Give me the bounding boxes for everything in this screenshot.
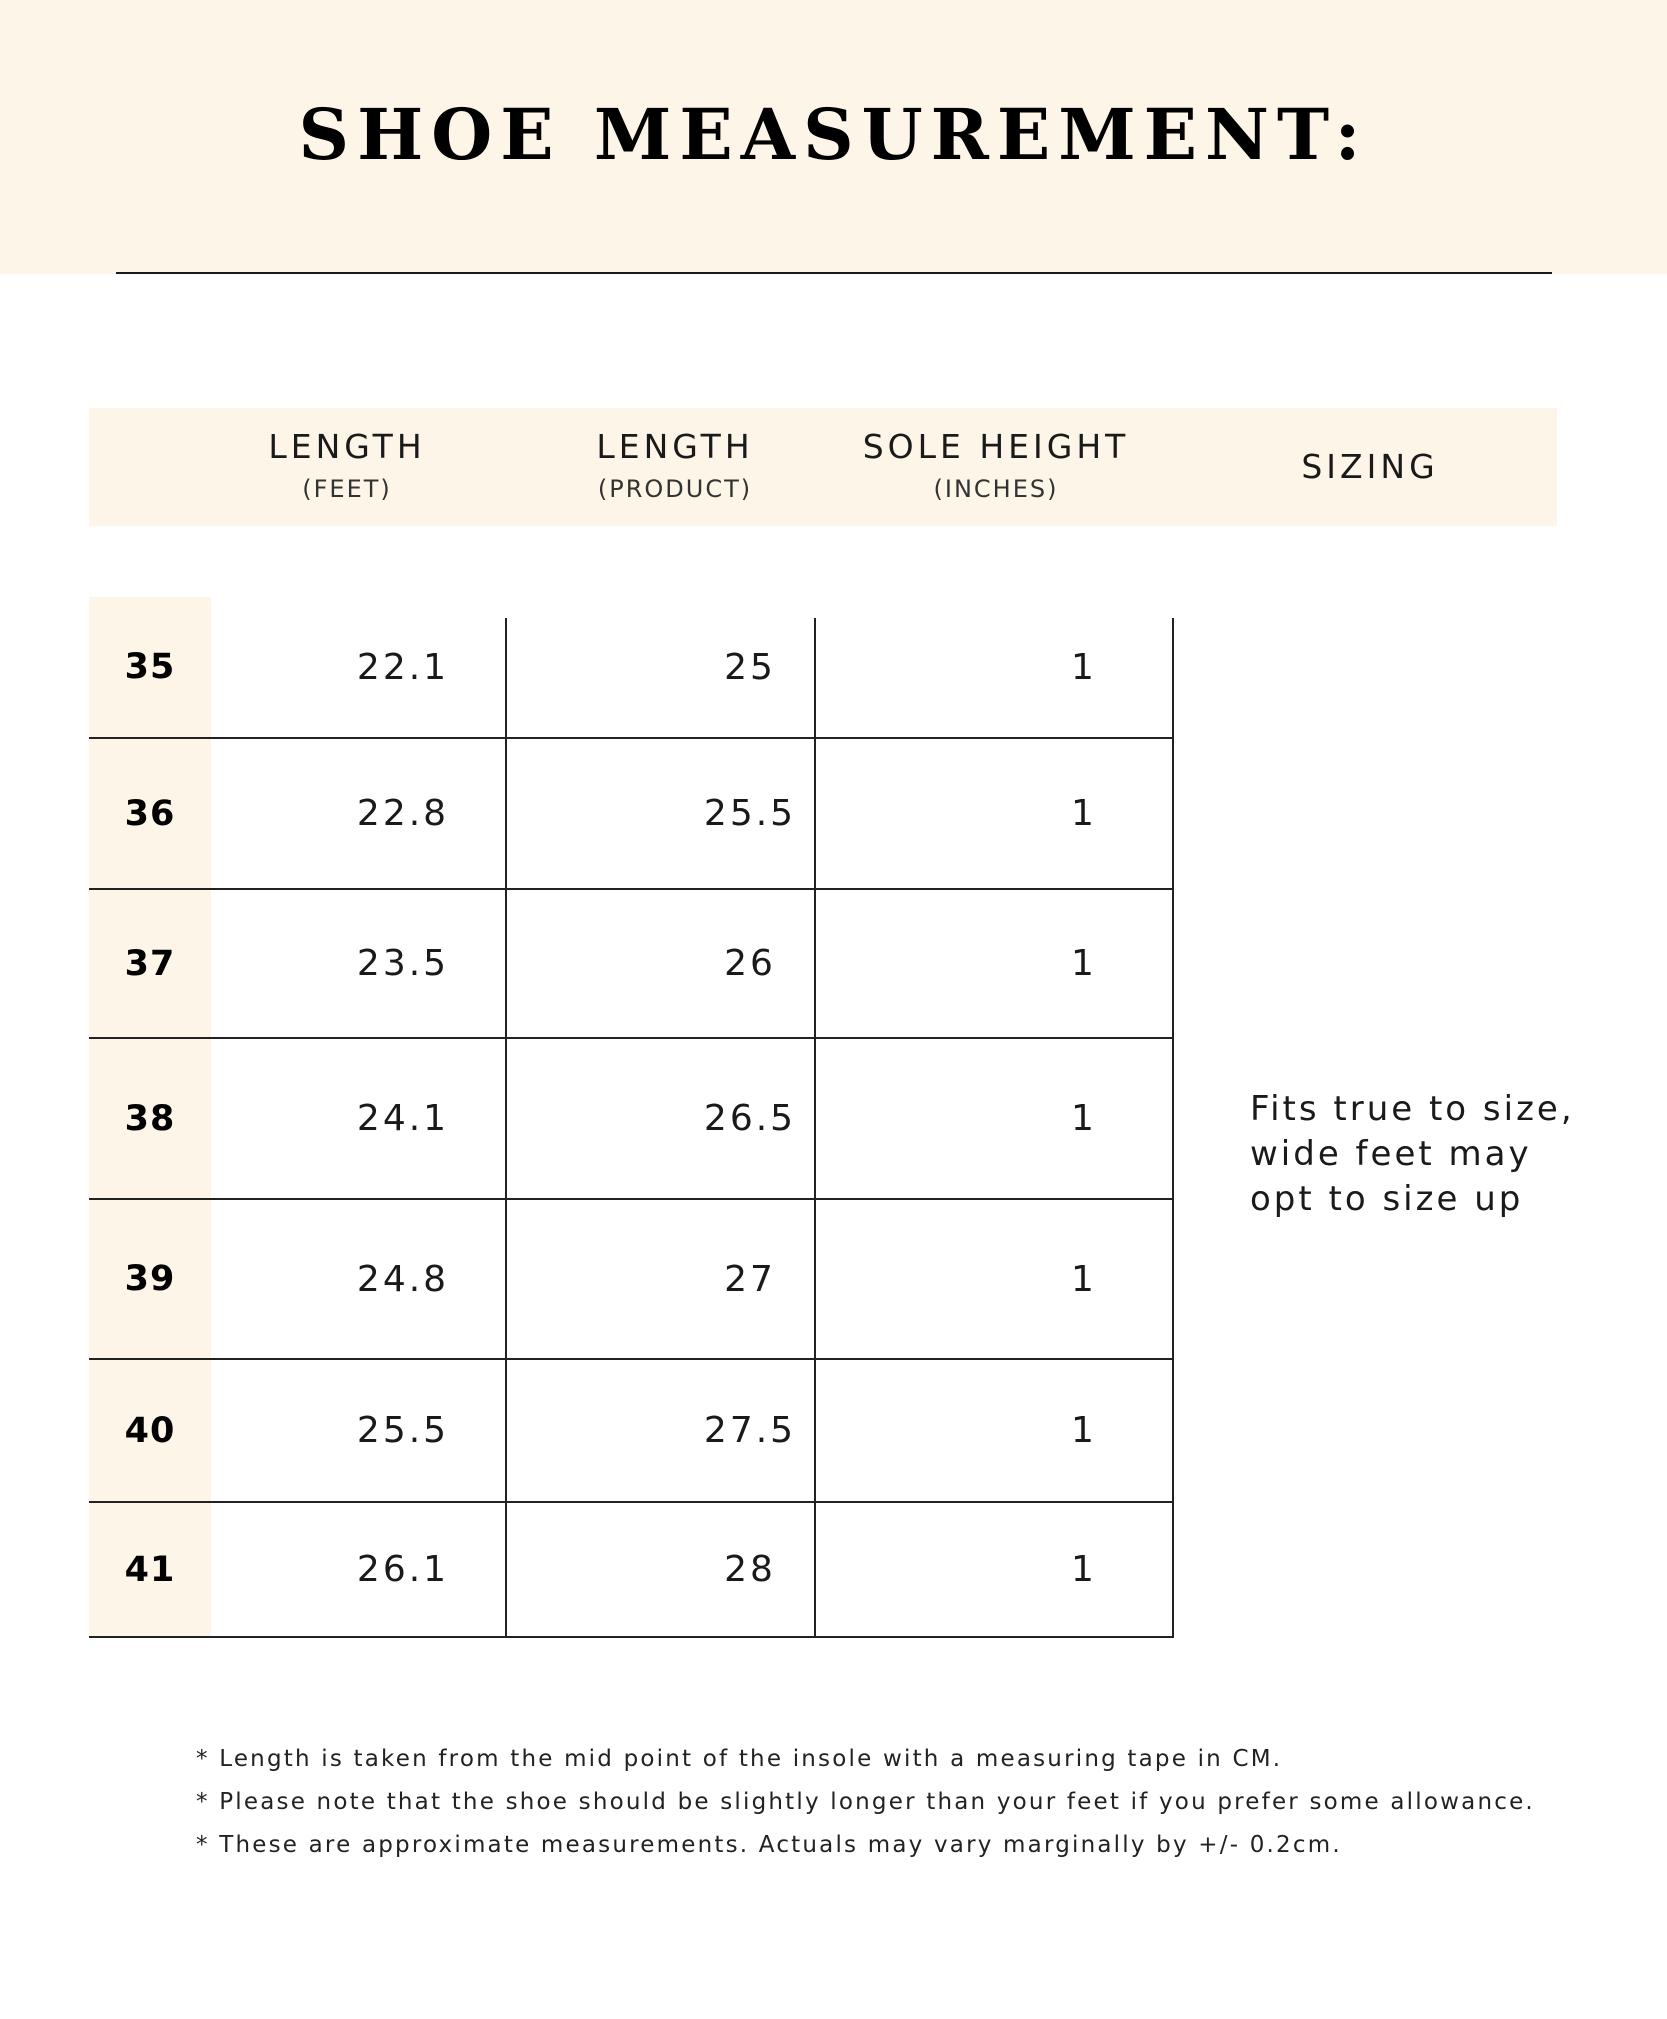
table-row xyxy=(89,1200,1174,1358)
table-row xyxy=(89,1039,1174,1198)
sole-height-cell: 1 xyxy=(1071,1549,1097,1590)
column-header-label: SIZING xyxy=(1301,447,1439,487)
column-header-unit: (INCHES) xyxy=(933,474,1059,503)
column-header-unit: (FEET) xyxy=(302,474,392,503)
sizing-note-line: wide feet may xyxy=(1250,1134,1532,1174)
footnote: * Please note that the shoe should be slightly longer than your feet if you prefer some allowance. xyxy=(196,1789,1535,1815)
product-length-cell: 25 xyxy=(724,646,776,688)
table-row xyxy=(89,739,1174,888)
size-cell: 37 xyxy=(124,943,176,984)
table-row xyxy=(89,1360,1174,1501)
column-header-label: SOLE HEIGHT xyxy=(862,427,1130,467)
title-divider xyxy=(116,272,1552,274)
product-length-cell: 28 xyxy=(724,1549,776,1590)
size-cell: 40 xyxy=(124,1410,176,1451)
size-cell: 36 xyxy=(124,793,176,834)
feet-length-cell: 26.1 xyxy=(356,1549,450,1590)
product-length-cell: 25.5 xyxy=(703,793,797,834)
size-cell: 39 xyxy=(124,1259,176,1299)
sole-height-cell: 1 xyxy=(1071,1258,1097,1300)
column-header-length-product xyxy=(540,408,810,526)
feet-length-cell: 24.8 xyxy=(356,1258,450,1300)
feet-length-cell: 25.5 xyxy=(356,1410,450,1451)
column-header-length-feet xyxy=(212,408,482,526)
sole-height-cell: 1 xyxy=(1071,793,1097,834)
sizing-note-line: Fits true to size, xyxy=(1250,1089,1575,1129)
sole-height-cell: 1 xyxy=(1071,943,1097,984)
size-cell: 41 xyxy=(124,1549,176,1590)
table-row xyxy=(89,597,1174,737)
page-title: SHOE MEASUREMENT: xyxy=(298,93,1369,176)
sizing-note xyxy=(1250,1087,1650,1222)
sole-height-cell: 1 xyxy=(1071,1098,1097,1139)
feet-length-cell: 23.5 xyxy=(356,943,450,984)
column-header-unit: (PRODUCT) xyxy=(597,474,753,503)
footnotes xyxy=(196,1738,1616,1867)
sole-height-cell: 1 xyxy=(1071,646,1097,688)
product-length-cell: 27.5 xyxy=(703,1410,797,1451)
product-length-cell: 26 xyxy=(724,943,776,984)
column-header-label: LENGTH xyxy=(596,427,754,467)
sizing-note-line: opt to size up xyxy=(1250,1179,1524,1219)
column-header-sole-height xyxy=(846,408,1146,526)
sole-height-cell: 1 xyxy=(1071,1410,1097,1451)
feet-length-cell: 24.1 xyxy=(356,1098,450,1139)
column-header-sizing xyxy=(1240,408,1500,526)
table-bottom-rule xyxy=(89,1636,1174,1638)
table-row xyxy=(89,1503,1174,1636)
column-header-label: LENGTH xyxy=(268,427,426,467)
feet-length-cell: 22.8 xyxy=(356,793,450,834)
footnote: * Length is taken from the mid point of the insole with a measuring tape in CM. xyxy=(196,1746,1283,1772)
feet-length-cell: 22.1 xyxy=(356,646,450,688)
table-row xyxy=(89,890,1174,1037)
size-cell: 38 xyxy=(124,1098,176,1139)
footnote: * These are approximate measurements. Actuals may vary marginally by +/- 0.2cm. xyxy=(196,1832,1342,1858)
size-cell: 35 xyxy=(124,647,176,687)
product-length-cell: 27 xyxy=(724,1258,776,1300)
product-length-cell: 26.5 xyxy=(703,1098,797,1139)
